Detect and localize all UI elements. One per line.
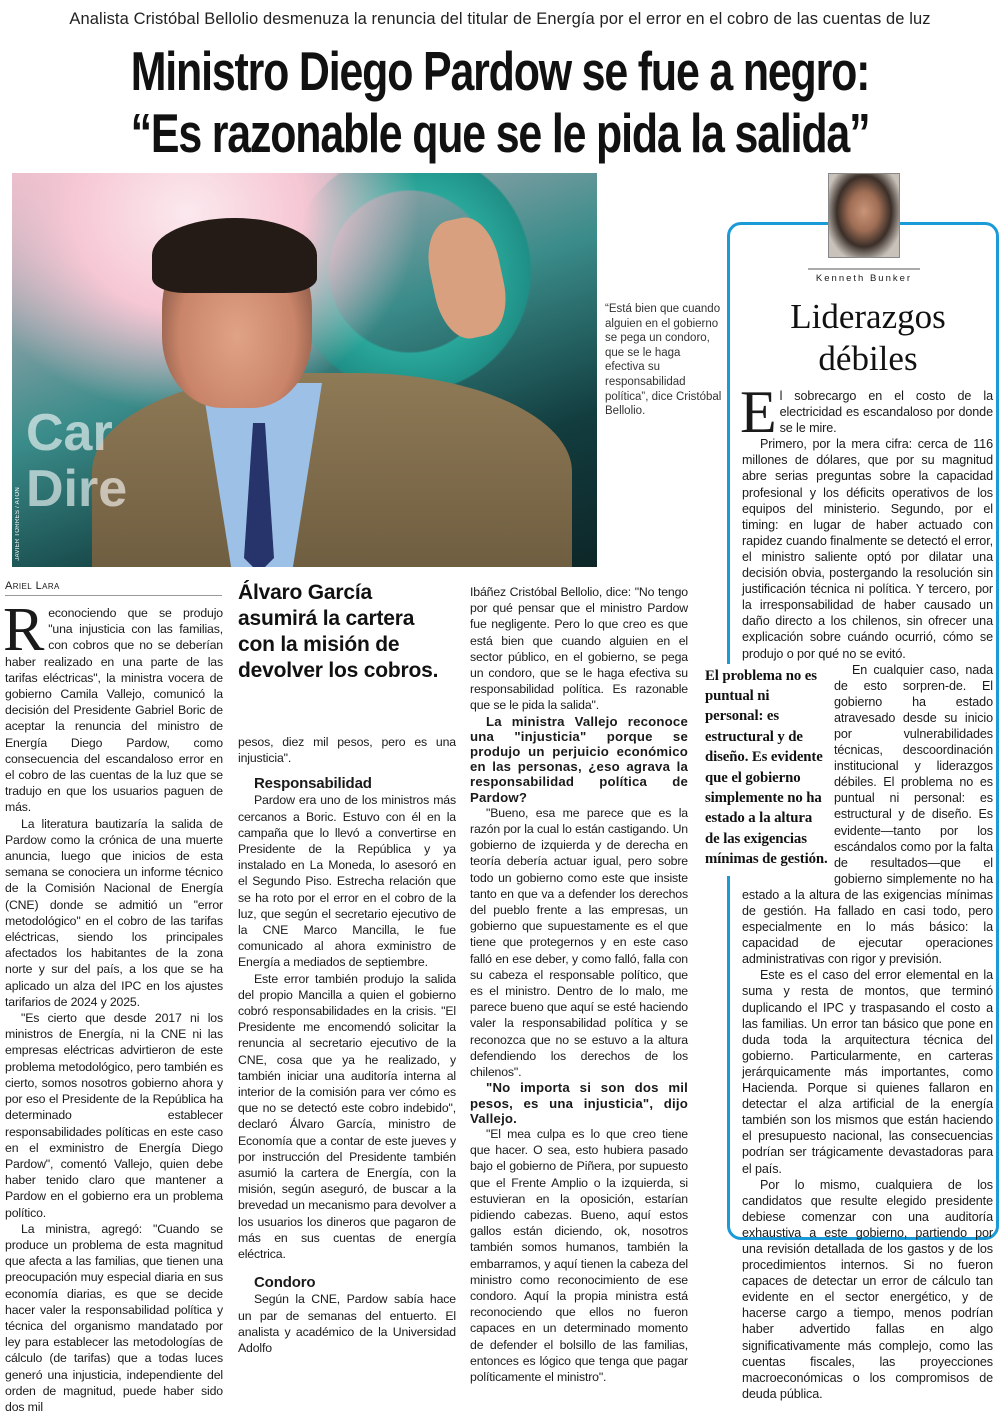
paragraph: La ministra, agregó: "Cuando se produce un problema de esta magnitud que afecta a las familias, que tienen una preocupación muy especial diaria en sus economía diarias, es que se decide hacer valer la responsabilidad política y técnica del organismo mandatado por ley para establecer las metodologías de cálculo (de tarifas) que a todas luces generó una injusticia, independiente del orden de magnitud, puede haber sido dos mil: [5, 1221, 223, 1414]
interview-question: La ministra Vallejo reconoce una "injusticia" porque se produjo un perjuicio económico en las personas, ¿eso agrava la responsabilidad política de Pardow?: [470, 713, 688, 805]
photo-hand: [420, 212, 513, 344]
headline-line-1: Ministro Diego Pardow se fue a negro:: [130, 40, 870, 102]
pull-quote: El problema no es puntual ni personal: es estructural y de diseño. Es evidente que el gobierno simplemente no ha estado a la altura de las exigencias mínimas de gestión.: [705, 664, 830, 876]
author-portrait: [828, 173, 900, 258]
column-title: Liderazgos débiles: [790, 297, 946, 378]
article-column-2: [238, 580, 456, 1356]
paragraph: Pardow era uno de los ministros más cercanos a Boric. Estuvo con él en la campaña que lo llevó a convertirse en Presidente de la República y ya instalado en La Moneda, lo asesoró en el Segundo Piso. Estrecha relación que se ha roto por el error en el cobro de la luz, que según el secretario ejecutivo de la CNE Marco Mancilla, le fue comunicado al ahora exministro de Energía a mediados de septiembre.: [238, 793, 456, 970]
main-photo: [12, 173, 597, 567]
photo-hair: [152, 218, 317, 293]
paragraph: "Es cierto que desde 2017 ni los ministros de Energía, ni la CNE ni las empresas eléctricas advirtieron de este problema metodológico, pero también es cierto, somos nosotros gobierno ahora y por eso el Presidente de la República ha determinado establecer responsabilidades políticas en este caso en el exministro de Energía Diego Pardow", comentó Vallejo, quien debe haber tenido claro que mantener a Pardow en el gobierno era un problema político.: [5, 1011, 223, 1220]
paragraph: Este error también produjo la salida del propio Mancilla a quien el gobierno cobró responsabilidades en la crisis. "El Presidente me encomendó solicitar la renuncia al secretario ejecutivo de la CNE, cosa que ya he realizado, y también iniciar una auditoría interna al interior de la comisión para ver cómo es que no se detectó este cobro indebido", declaró Álvaro García, ministro de Economía que a contar de este jueves y por instrucción del Presidente también asumió la cartera de Energía, con la misión, según aseguró, de buscar a la brevedad un mecanismo para devolver a los usuarios los dineros que pagaron de más en sus cuentas de energía eléctrica.: [238, 971, 456, 1262]
photo-credit: JAVIER TORRES / ATON: [15, 487, 21, 561]
paragraph: El problema no es puntual ni personal: es estructural y de diseño. Es evidente que el gobierno simplemente no ha estado a la altura de las exigencias mínimas de gestión. En cualquier caso, nada de esto sorpren-de. El gobierno ha estado atravesado desde su inicio por vulnerabilidades técnicas, descoordinación institucional y liderazgos débiles. El problema no es puntual ni personal: es estructural y de diseño. Es evidente—tanto por los escándalos como por la falta de resultados—que el gobierno simplemente no ha estado a la altura de las exigencias mínimas de gestión. Ha fallado en casi todo, pero especialmente en lo más básico: la capacidad de ejecutar operaciones administrativas con rigor y previsión.: [705, 662, 993, 967]
paragraph: "El mea culpa es lo que creo tiene que hacer. O sea, esto hubiera pasado bajo el gobierno de Piñera, por supuesto que el Frente Amplio o la izquierda, si estuvieran en la oposición, estarían pidiendo cabezas. Bueno, aquí estos gallos están diciendo, ok, nosotros también somos humanos, también la embarramos, y aquí tienen la cabeza del ministro como reconocimiento de ese condoro. Aquí la propia ministra está reconociendo que ellos no fueron capaces en un determinado momento de defender el bolsillo de las familias, entonces es lógico que tenga que pagar políticamente el ministro".: [470, 1126, 688, 1384]
column-body: [705, 379, 993, 1402]
subheadline: Álvaro García asumirá la cartera con la misión de devolver los cobros.: [238, 581, 439, 682]
paragraph: El sobrecargo en el costo de la electricidad es escandaloso por donde se le mire.: [740, 379, 993, 445]
paragraph: Ibáñez Cristóbal Bellolio, dice: "No tengo por qué pensar que el ministro Pardow fue negligente. Pero lo que creo es que está bien que cuando alguien en el sector público, en el gobierno, se pega un condoro, que se le haga efectiva su responsabilidad política. Es razonable que se le pida la salida".: [470, 585, 688, 713]
column-author: Kenneth Bunker: [808, 268, 920, 284]
drop-cap: R: [3, 596, 45, 664]
photo-background-text: Car Dire: [26, 404, 128, 518]
paragraph: pesos, diez mil pesos, pero es una injusticia".: [238, 735, 456, 766]
photo-caption: “Está bien que cuando alguien en el gobierno se pega un condoro, que se le haga efectiva su responsabilidad política”, dice Cristóbal Bellolio.: [605, 303, 722, 418]
headline-line-2: “Es razonable que se le pida la salida”: [130, 102, 870, 164]
paragraph: "Bueno, esa me parece que es la razón por la cual lo están castigando. Un gobierno de izquierda y de derecha en teoría debería actuar igual, pero sobre todo un gobierno como este que insiste tanto en que va a defender los derechos del pueblo frente a las empresas, un gobierno que supuestamente es el que tiene que protegernos y en este caso falló en ese deber, y como falló, falla con su cabeza el responsable político, que es el ministro. Dentro de lo malo, me parece bueno que aquí se esté haciendo valer la responsabilidad política y se reconozca que no se estuvo a la altura defendiendo los derechos de los chilenos".: [470, 805, 688, 1080]
paragraph: La literatura bautizaría la salida de Pardow como la crónica de una muerte anuncia, luego que inicios de esta semana se conociera un informe técnico de la Comisión Nacional de Energía (CNE) donde se admitió un "error metodológico" en el cobro de las tarifas eléctricas, siendo los principales afectados los habitantes de la zona norte y sur del país, a los que se ha aplicado un alza del IPC en los ajustes tarifarios de 2024 y 2025.: [5, 816, 223, 1009]
paragraph: Reconociendo que se produjo "una injusticia con las familias, con cobros que no se deberían haber realizado en una parte de las tarifas eléctricas", la ministra vocera de gobierno Camila Vallejo, comunicó la decisión del Presidente Gabriel Boric de aceptar la renuncia del ministro de Energía Diego Pardow, como consecuencia del escandaloso error en el cobro de las cuentas de la luz que se tradujo en que los usuarios paguen de más.: [3, 596, 223, 815]
article-column-1: [3, 596, 223, 1415]
paragraph: Por lo mismo, cualquiera de los candidatos que resulte elegido presidente debiese comenzar con una auditoría exhaustiva a este gobierno, partiendo por una revisión detallada de los gastos y de los procedimientos internos. Si no fueron capaces de detectar un error de cálculo tan evidente en el sector energético, y de hacerse cargo a tiempo, menos podrían haber advertido fallas en algo significativamente más complejo, como las cuentas fiscales, las proyecciones macroeconómicas o los compromisos de deuda pública.: [742, 1177, 993, 1401]
photo-jacket: [92, 373, 572, 567]
paragraph: Primero, por la mera cifra: cerca de 116 millones de dólares, que por su magnitud abre serias preguntas sobre la capacidad profesional y los déficits operativos de los equipos del ministerio. Segundo, por el timing: en lugar de haber actuado con rapidez cuando finalmente se detectó el error, el ministro saliente optó por dilatar una decisión obvia, postergando la resolución sin justificación técnica ni política. Y tercero, por la irresponsabilidad de haber causado un daño directo a los chilenos, sin ofrecer una explicación sobre cuándo ocurrió, cómo se produjo o por qué no se evitó.: [742, 437, 993, 661]
section-heading: Responsabilidad: [254, 775, 372, 793]
headline: [0, 40, 1000, 164]
article-column-3: [470, 584, 688, 1385]
interview-question: "No importa si son dos mil pesos, es una injusticia", dijo Vallejo.: [470, 1080, 688, 1126]
section-heading: Condoro: [254, 1274, 316, 1292]
kicker: Analista Cristóbal Bellolio desmenuza la renuncia del titular de Energía por el error en el cobro de las cuentas de luz: [69, 10, 931, 28]
paragraph: Este es el caso del error elemental en la suma y resta de montos, que terminó duplicando el IPC y traspasando el costo a las familias. Un error tan básico que pone en duda toda la arquitectura técnica del gobierno. Particularmente, en carteras jerárquicamente más importantes, como Hacienda. Porque si quienes fallaron en detectar el alza artificial de la energía también son los mismos que están haciendo el presupuesto nacional, las consecuencias podrían ser trágicamente devastadoras para el país.: [742, 968, 993, 1176]
paragraph: Según la CNE, Pardow sabía hace un par de semanas del entuerto. El analista y académico de la Universidad Adolfo: [238, 1292, 456, 1355]
byline: Ariel Lara: [5, 580, 222, 596]
drop-cap: E: [740, 379, 777, 445]
